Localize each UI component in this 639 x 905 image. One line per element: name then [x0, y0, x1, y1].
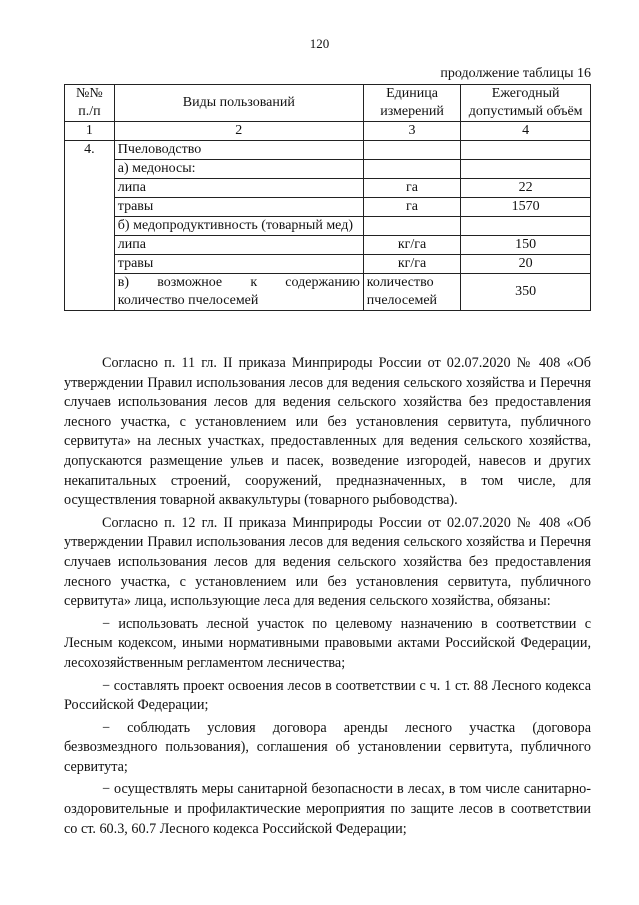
table-row: [65, 217, 591, 236]
table-row: [65, 198, 591, 217]
row-unit: [363, 274, 461, 311]
row-name: травы: [114, 255, 363, 274]
row-name-line: количество пчелосемей: [117, 293, 259, 308]
usage-table: [64, 84, 591, 311]
row-value: [461, 160, 591, 179]
table-continuation-label: продолжение таблицы 16: [440, 66, 591, 81]
row-value: [461, 217, 591, 236]
row-value: 1570: [461, 198, 591, 217]
row-name: Пчеловодство: [114, 141, 363, 160]
row-unit-line: количество: [366, 275, 434, 290]
paragraph: Согласно п. 11 гл. II приказа Минприроды России от 02.07.2020 № 408 «Об утверждении Правил использования лесов для ведения сельского хозяйства и Перечня случаев использования лесов для ведения сельского хозяйства без предоставления лесного участка, с установлением или без установления сервитута, публичного сервитута» на лесных участках, предоставленных для ведения сельского хозяйства, допускаются размещение ульев и пасек, возведение изгородей, навесов и других некапитальных строений, сооружений, предназначенных, в том числе, для осуществления товарной аквакультуры (товарного рыбоводства).: [64, 355, 591, 509]
row-name: липа: [114, 179, 363, 198]
list-item: − использовать лесной участок по целевому назначению в соответствии с Лесным кодексом, иными нормативными правовыми актами Российской Федерации, лесохозяйственным регламентом лесничества;: [64, 615, 591, 671]
row-unit: кг/га: [363, 255, 461, 274]
row-unit: [363, 160, 461, 179]
row-value: 20: [461, 255, 591, 274]
header-number: 1: [65, 122, 115, 141]
row-value: 350: [461, 274, 591, 311]
list-item: − соблюдать условия договора аренды лесного участка (договора безвозмездного пользования), соглашения об установлении сервитута, публичного сервитута;: [64, 719, 591, 775]
header-volume: Ежегодный допустимый объём: [461, 85, 591, 122]
list-item: − осуществлять меры санитарной безопасности в лесах, в том числе санитарно-оздоровительные и профилактические мероприятия по защите лесов в соответствии со ст. 60.3, 60.7 Лесного кодекса Российской Федерации;: [64, 781, 591, 837]
row-name: б) медопродуктивность (товарный мед): [114, 217, 363, 236]
row-unit: га: [363, 179, 461, 198]
table-row: [65, 274, 591, 311]
row-unit: [363, 217, 461, 236]
table-header-row: [65, 85, 591, 122]
table-row: [65, 179, 591, 198]
paragraph: Согласно п. 12 гл. II приказа Минприроды России от 02.07.2020 № 408 «Об утверждении Правил использования лесов для ведения сельского хозяйства и Перечня случаев использования лесов для ведения сельского хозяйства без предоставления лесного участка, с установлением или без установления сервитута, публичного сервитута» лица, использующие леса для ведения сельского хозяйства, обязаны:: [64, 514, 591, 610]
table-header-numbers-row: [65, 122, 591, 141]
list-item: − составлять проект освоения лесов в соответствии с ч. 1 ст. 88 Лесного кодекса Российской Федерации;: [64, 677, 591, 714]
row-name: [114, 274, 363, 311]
header-number: 3: [363, 122, 461, 141]
row-unit: кг/га: [363, 236, 461, 255]
table-row: [65, 141, 591, 160]
header-number: 2: [114, 122, 363, 141]
body-text: [64, 354, 591, 842]
row-name-line: в) возможное к содержанию: [117, 275, 360, 290]
row-name: травы: [114, 198, 363, 217]
row-name: а) медоносы:: [114, 160, 363, 179]
group-number: 4.: [65, 141, 115, 311]
table-row: [65, 160, 591, 179]
row-unit: [363, 141, 461, 160]
header-kind: Виды пользований: [114, 85, 363, 122]
row-value: 150: [461, 236, 591, 255]
header-unit: Единица измерений: [363, 85, 461, 122]
row-value: [461, 141, 591, 160]
table-row: [65, 236, 591, 255]
row-name: липа: [114, 236, 363, 255]
page-number: 120: [309, 36, 330, 51]
header-number: 4: [461, 122, 591, 141]
table-row: [65, 255, 591, 274]
row-value: 22: [461, 179, 591, 198]
row-unit: га: [363, 198, 461, 217]
header-num: №№ п./п: [65, 85, 115, 122]
row-unit-line: пчелосемей: [366, 293, 438, 308]
